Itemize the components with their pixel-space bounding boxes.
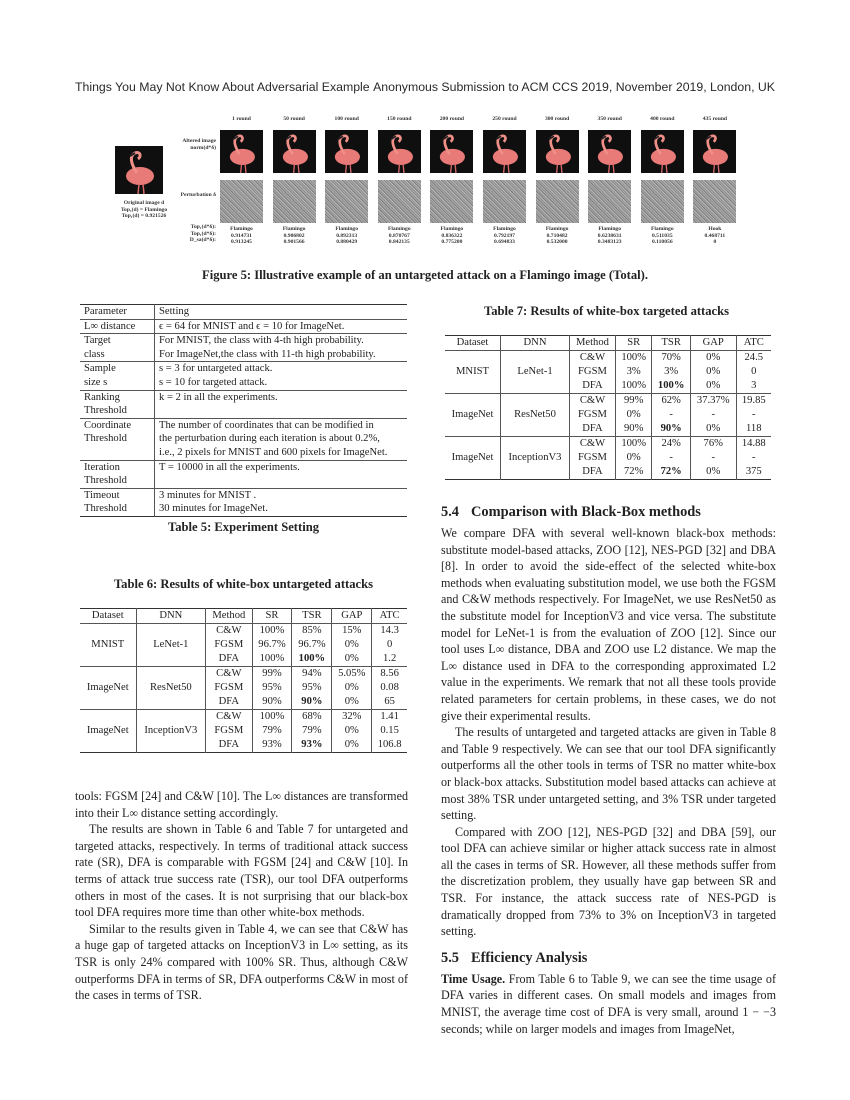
predicted-label: Flamingo [493, 226, 516, 232]
table-row [445, 351, 771, 366]
flamingo-icon [693, 130, 736, 173]
value-cell: 100% [615, 437, 651, 452]
targeted-results-table [445, 335, 771, 480]
table-row [445, 437, 771, 452]
parameter-cell [80, 418, 155, 460]
setting-row [80, 334, 407, 362]
dnn-cell: LeNet-1 [136, 624, 206, 667]
value-cell: 0% [332, 738, 372, 753]
figure-5 [110, 112, 750, 262]
value-cell: 1.41 [380, 711, 399, 722]
top-confidence: 0.914731 [231, 232, 252, 239]
top-confidence: 0.468711 [704, 232, 726, 239]
parameter-cell [80, 460, 155, 488]
cell-line: T = 10000 in all the experiments. [159, 461, 300, 473]
predicted-label: Flamingo [282, 226, 306, 232]
value-cell: DFA [569, 379, 615, 394]
setting-row [80, 362, 407, 390]
parameter-cell [80, 362, 155, 390]
dataset-cell: ImageNet [445, 394, 501, 437]
top-confidence: 0.511035 [651, 232, 673, 239]
value-cell: 90% [252, 695, 292, 710]
header-row [445, 336, 771, 351]
value-cell: 19.85 [741, 395, 766, 406]
flamingo-icon [536, 130, 579, 173]
value-cell: 37.37% [690, 394, 736, 409]
value-cell: 0% [332, 681, 372, 695]
cell-line: Ranking [84, 391, 120, 403]
predicted-label: Flamingo [387, 226, 411, 232]
value-cell: 62% [652, 394, 691, 409]
section-title: Efficiency Analysis [471, 949, 588, 966]
flamingo-icon [325, 130, 368, 173]
figure-round-column [325, 112, 368, 262]
value-cell: 96.7% [292, 638, 332, 652]
setting-cell [155, 362, 408, 390]
perturbation-image [536, 180, 579, 223]
header-cell: DNN [501, 336, 570, 351]
cell-line: Iteration [84, 461, 120, 473]
value-cell: DFA [206, 695, 252, 710]
altered-image [430, 130, 473, 173]
predicted-label: Flamingo [230, 226, 253, 232]
d-value: 0.901566 [283, 239, 305, 246]
d-value: 0.694833 [494, 239, 515, 246]
setting-cell [155, 488, 408, 516]
parameter-cell [80, 319, 155, 334]
original-caption-line: Top₁(d) = Flamingo [120, 206, 168, 213]
paragraph: Similar to the results given in Table 4, we can see that C&W has a huge gap of targeted attacks on InceptionV3 in L∞ setting, as its TSR is only 24% compared with 100% SR. Thus, although C&W outperforms DFA in terms of SR, DFA outperforms C&W in most of the cases in terms of TSR. [75, 921, 408, 1003]
value-cell: 14.88 [741, 438, 766, 449]
round-label: 150 round [387, 116, 412, 122]
cell-line: class [84, 348, 105, 360]
cell-line: L∞ distance [84, 320, 136, 332]
original-caption-line: Top₁(d) = 0.921526 [121, 213, 167, 220]
top-confidence: 0.906802 [283, 232, 305, 239]
flamingo-icon [115, 146, 163, 194]
figure-round-column [693, 112, 736, 262]
value-cell: 95% [292, 681, 332, 695]
value-cell: - [652, 408, 691, 422]
perturbation-image [588, 180, 631, 223]
perturbation-image [378, 180, 421, 223]
section-number: 5.5 [441, 949, 459, 966]
value-cell: 90% [652, 422, 691, 437]
perturbation-image [430, 180, 473, 223]
paragraph: The results are shown in Table 6 and Table 7 for untargeted and targeted attacks, respectively. In terms of traditional attack success rate (SR), DFA is comparable with FGSM [24] and C&W [10]. In terms of attack true success rate (TSR), our tool DFA outperforms others in most of the cases. It is not surprising that our black-box tool DFA requires more time than other white-box methods. [75, 822, 408, 920]
header-cell: Dataset [80, 609, 136, 624]
table-row [80, 667, 407, 682]
flamingo-icon [220, 130, 263, 173]
d-value: 0.110056 [651, 239, 673, 246]
running-header-right: Anonymous Submission to ACM CCS 2019, November 2019, London, UK [373, 80, 775, 94]
table-7 [445, 335, 771, 480]
value-cell: 100% [252, 624, 292, 639]
header-cell: ATC [379, 610, 400, 621]
value-cell: 93% [292, 738, 332, 753]
stat-label: D_sa(d*δ): [189, 237, 216, 244]
value-cell: 5.05% [332, 667, 372, 682]
value-cell: 8.56 [380, 668, 399, 679]
section-title: Comparison with Black-Box methods [471, 504, 701, 520]
left-column-text [75, 788, 408, 1004]
section-heading-5-4 [441, 504, 776, 521]
top-confidence: 0.870767 [388, 232, 410, 239]
value-cell: 79% [252, 724, 292, 738]
table-6 [80, 608, 407, 753]
untargeted-results-table [80, 608, 407, 753]
flamingo-icon [483, 130, 526, 173]
figure-round-column [588, 112, 631, 262]
dataset-cell: ImageNet [80, 710, 136, 753]
d-value: 0.775200 [441, 239, 463, 246]
cell-line: Threshold [84, 475, 127, 487]
dnn-cell: InceptionV3 [501, 437, 570, 480]
header-cell: Parameter [80, 305, 155, 320]
top-confidence: 0.792197 [494, 232, 515, 239]
value-cell: C&W [206, 667, 252, 682]
right-column-text [441, 504, 776, 1037]
round-label: 200 round [439, 116, 465, 122]
predicted-label: Flamingo [545, 226, 569, 232]
figure-round-column [378, 112, 421, 262]
header-cell: ATC [743, 337, 764, 348]
cell-line: Target [84, 335, 111, 347]
d-value: 0.880429 [336, 239, 358, 246]
value-cell: 72% [652, 465, 691, 480]
cell-line: the perturbation during each iteration is about 0.2%, [159, 433, 380, 445]
cell-line: Threshold [84, 405, 127, 417]
flamingo-icon [430, 130, 473, 173]
flamingo-icon [641, 130, 684, 173]
value-cell: 15% [332, 624, 372, 639]
cell-line: 3 minutes for MNIST . [159, 489, 257, 501]
value-cell: 100% [252, 652, 292, 667]
setting-row [80, 488, 407, 516]
dataset-cell: MNIST [445, 351, 501, 394]
setting-cell [155, 460, 408, 488]
figure-5-caption: Figure 5: Illustrative example of an untargeted attack on a Flamingo image (Total). [202, 268, 648, 282]
predicted-label: Flamingo [598, 226, 622, 232]
value-cell: 118 [746, 423, 762, 434]
value-cell: 0% [690, 422, 736, 437]
predicted-label: Flamingo [440, 226, 464, 232]
parameter-cell [80, 334, 155, 362]
header-cell: Setting [159, 306, 190, 317]
row-label-altered: Altered image norm(d*δ) [182, 138, 216, 151]
value-cell: 95% [252, 681, 292, 695]
value-cell: 24.5 [744, 352, 764, 363]
value-cell: 65 [384, 696, 395, 707]
table-5-caption: Table 5: Experiment Setting [167, 519, 319, 534]
parameter-cell [80, 390, 155, 418]
setting-row [80, 418, 407, 460]
value-cell: C&W [569, 351, 615, 366]
value-cell: 96.7% [252, 638, 292, 652]
value-cell: 14.3 [380, 625, 399, 636]
experiment-setting-table [80, 304, 407, 517]
value-cell: DFA [569, 465, 615, 480]
value-cell: C&W [206, 624, 252, 639]
round-label: 100 round [334, 116, 359, 122]
header-cell: TSR [292, 609, 332, 624]
cell-line: For MNIST, the class with 4-th high probability. [159, 335, 364, 347]
dataset-cell: MNIST [80, 624, 136, 667]
value-cell: DFA [569, 422, 615, 437]
setting-row [80, 319, 407, 334]
value-cell: - [752, 409, 756, 420]
cell-line: k = 2 in all the experiments. [159, 391, 278, 403]
value-cell: 85% [292, 624, 332, 639]
cell-line: For ImageNet,the class with 11-th high probability. [159, 348, 376, 360]
value-cell: 0% [332, 724, 372, 738]
header-cell: TSR [652, 336, 691, 351]
table-row [445, 394, 771, 409]
value-cell: 93% [252, 738, 292, 753]
value-cell: FGSM [569, 365, 615, 379]
value-cell: 72% [615, 465, 651, 480]
altered-image [273, 130, 316, 173]
predicted-label: Hook [708, 226, 722, 232]
round-label: 350 round [597, 116, 622, 122]
round-label: 435 round [702, 116, 728, 122]
round-label: 250 round [492, 116, 517, 122]
figure-round-column [273, 112, 316, 262]
value-cell: 0% [690, 379, 736, 394]
value-cell: 0.08 [380, 682, 399, 693]
cell-line: ϵ = 64 for MNIST and ϵ = 10 for ImageNet. [159, 320, 345, 332]
flamingo-icon [588, 130, 631, 173]
value-cell: 0 [751, 366, 757, 377]
value-cell: 106.8 [377, 739, 402, 750]
cell-line: size s [84, 376, 108, 388]
cell-line: Coordinate [84, 419, 132, 431]
value-cell: DFA [206, 738, 252, 753]
header-cell: SR [252, 609, 292, 624]
setting-row [80, 390, 407, 418]
cell-line: Sample [84, 363, 116, 375]
dnn-cell: ResNet50 [501, 394, 570, 437]
value-cell: 70% [652, 351, 691, 366]
setting-cell [155, 334, 408, 362]
table-7-caption: Table 7: Results of white-box targeted attacks [483, 304, 730, 318]
predicted-label: Flamingo [650, 226, 674, 232]
altered-image [483, 130, 526, 173]
d-value: 0.913245 [231, 239, 252, 246]
value-cell: 0% [690, 465, 736, 480]
value-cell: FGSM [206, 638, 252, 652]
dataset-cell: ImageNet [80, 667, 136, 710]
section-heading-5-5 [441, 950, 776, 967]
value-cell: 3 [751, 380, 757, 391]
value-cell: - [690, 451, 736, 465]
value-cell: FGSM [569, 451, 615, 465]
value-cell: 0% [332, 638, 372, 652]
altered-image [325, 130, 368, 173]
value-cell: 0% [690, 365, 736, 379]
header-cell: Method [206, 609, 252, 624]
setting-row [80, 460, 407, 488]
perturbation-image [220, 180, 263, 223]
value-cell: - [652, 451, 691, 465]
cell-line: Timeout [84, 489, 120, 501]
value-cell: 1.2 [383, 653, 397, 664]
value-cell: 32% [332, 710, 372, 725]
d-value: 0.3483123 [597, 239, 622, 246]
d-value: 0.532000 [546, 239, 568, 246]
perturbation-image [483, 180, 526, 223]
dnn-cell: ResNet50 [136, 667, 206, 710]
value-cell: 0 [386, 639, 393, 650]
running-header-left: Things You May Not Know About Adversarial Example [75, 80, 370, 94]
value-cell: 3% [615, 365, 651, 379]
paragraph: Compared with ZOO [12], NES-PGD [32] and DBA [59], our tool DFA can achieve similar or higher attack success rate in almost all the cases in terms of SR. However, all these methods suffer from the discretization problem, they usually have gap between SR and TSR. For instance, the attack success rate of NES-PGD is dramatically dropped from 73% to 3% on InceptionV3 in targeted setting. [441, 824, 776, 939]
altered-image [536, 130, 579, 173]
value-cell: 0.15 [380, 725, 399, 736]
figure-round-column [483, 112, 526, 262]
perturbation-image [273, 180, 316, 223]
dnn-cell: InceptionV3 [136, 710, 206, 753]
value-cell: 24% [652, 437, 691, 452]
altered-image [220, 130, 263, 173]
paragraph: The results of untargeted and targeted attacks are given in Table 8 and Table 9 respectively. We can see that our tool DFA significantly outperforms all the other tools in terms of TSR no matter white-box or black-box attacks. Substitution model based attacks can achieve at most 38% TSR under untargeted setting, and 3% TSR under targeted setting. [441, 725, 776, 823]
cell-line: Threshold [84, 503, 127, 515]
d-value: 0 [713, 239, 717, 246]
header-cell: GAP [690, 336, 736, 351]
altered-image [641, 130, 684, 173]
value-cell: - [752, 452, 756, 463]
value-cell: 99% [252, 667, 292, 682]
cell-line: s = 10 for targeted attack. [159, 376, 268, 388]
setting-cell [155, 418, 408, 460]
value-cell: 0% [690, 351, 736, 366]
cell-line: The number of coordinates that can be modified in [159, 419, 374, 431]
value-cell: 100% [615, 379, 651, 394]
value-cell: 0% [615, 451, 651, 465]
value-cell: C&W [569, 437, 615, 452]
value-cell: 100% [615, 351, 651, 366]
paragraph: We compare DFA with several well-known black-box methods: substitute model-based attacks, ZOO [12], NES-PGD [32] and DBA [8]. In order to avoid the side-effect of the selected white-box methods when evaluating substitution model, we use both the FGSM and C&W methods respectively. For ImageNet, we use ResNet50 as the substitute model for InceptionV3 and vice versa. The substitute model for LeNet-1 is from the evaluation of ZOO [12]. Since our tool uses L∞ distance, DBA and ZOO use L2 distance. We map the L∞ distance used in DFA to the corresponding approximated L2 value in the experiments. We remark that not all these tools provide related parameters for certain problems, in these cases, we do not give their experimental results. [441, 526, 776, 723]
value-cell: - [690, 408, 736, 422]
top-confidence: 0.836322 [441, 232, 463, 239]
header-cell: Method [569, 336, 615, 351]
round-label: 50 round [283, 116, 305, 122]
cell-line: Threshold [84, 433, 127, 445]
value-cell: FGSM [569, 408, 615, 422]
value-cell: 0% [332, 652, 372, 667]
value-cell: 90% [292, 695, 332, 710]
top-confidence: 0.710482 [546, 232, 568, 239]
cell-line: s = 3 for untargeted attack. [159, 363, 273, 375]
header-row [80, 609, 407, 624]
table-6-caption: Table 6: Results of white-box untargeted attacks [113, 577, 374, 591]
round-label: 300 round [544, 116, 570, 122]
paragraph: From Table 6 to Table 9, we can see the time usage of DFA varies in different cases. On small models and images from MNIST, the average time cost of DFA is very small, around 1 − −3 seconds; while on larger models and images from ImageNet, [441, 971, 776, 1036]
table-row [80, 624, 407, 639]
value-cell: 76% [690, 437, 736, 452]
value-cell: 375 [745, 466, 762, 477]
original-caption-line: Original image d [123, 200, 165, 206]
perturbation-image [693, 180, 736, 223]
parameter-cell [80, 488, 155, 516]
value-cell: 99% [615, 394, 651, 409]
round-label: 1 round [232, 116, 251, 122]
dnn-cell: LeNet-1 [501, 351, 570, 394]
value-cell: 79% [292, 724, 332, 738]
setting-cell [155, 319, 408, 334]
header-cell: Dataset [445, 336, 501, 351]
predicted-label: Flamingo [335, 226, 359, 232]
value-cell: FGSM [206, 681, 252, 695]
figure-round-column [536, 112, 579, 262]
top-confidence: 0.6238631 [597, 232, 622, 239]
value-cell: 0% [615, 408, 651, 422]
value-cell: 94% [292, 667, 332, 682]
header-cell: SR [615, 336, 651, 351]
altered-image [588, 130, 631, 173]
d-value: 0.842135 [388, 239, 410, 246]
section-number: 5.4 [441, 504, 459, 520]
round-label: 400 round [650, 116, 675, 122]
stat-label: Top₁(d*δ): [190, 224, 216, 230]
altered-image [693, 130, 736, 173]
top-confidence: 0.892313 [336, 232, 358, 239]
perturbation-image [641, 180, 684, 223]
value-cell: 0% [332, 695, 372, 710]
value-cell: 90% [615, 422, 651, 437]
figure-round-column [430, 112, 473, 262]
flamingo-icon [273, 130, 316, 173]
value-cell: 100% [652, 379, 691, 394]
table-5 [80, 304, 407, 535]
value-cell: 100% [252, 710, 292, 725]
figure-round-column [641, 112, 684, 262]
altered-image [378, 130, 421, 173]
perturbation-image [325, 180, 368, 223]
paragraph: tools: FGSM [24] and C&W [10]. The L∞ distances are transformed into their L∞ distance setting accordingly. [75, 789, 408, 820]
value-cell: FGSM [206, 724, 252, 738]
value-cell: C&W [569, 394, 615, 409]
value-cell: DFA [206, 652, 252, 667]
stat-label: Top₁(d*δ): [190, 230, 216, 237]
table-row [80, 710, 407, 725]
cell-line: 30 minutes for ImageNet. [159, 503, 268, 515]
setting-cell [155, 390, 408, 418]
flamingo-icon [378, 130, 421, 173]
figure-round-column [220, 112, 263, 262]
value-cell: 3% [652, 365, 691, 379]
value-cell: 100% [292, 652, 332, 667]
header-cell: GAP [332, 609, 372, 624]
cell-line: i.e., 2 pixels for MNIST and 600 pixels for ImageNet. [159, 446, 388, 458]
row-label-perturbation: Perturbation δ [180, 192, 216, 198]
value-cell: C&W [206, 710, 252, 725]
value-cell: 68% [292, 710, 332, 725]
header-cell: DNN [136, 609, 206, 624]
original-flamingo-image [115, 146, 163, 194]
dataset-cell: ImageNet [445, 437, 501, 480]
paragraph-lead: Time Usage. [441, 971, 506, 986]
